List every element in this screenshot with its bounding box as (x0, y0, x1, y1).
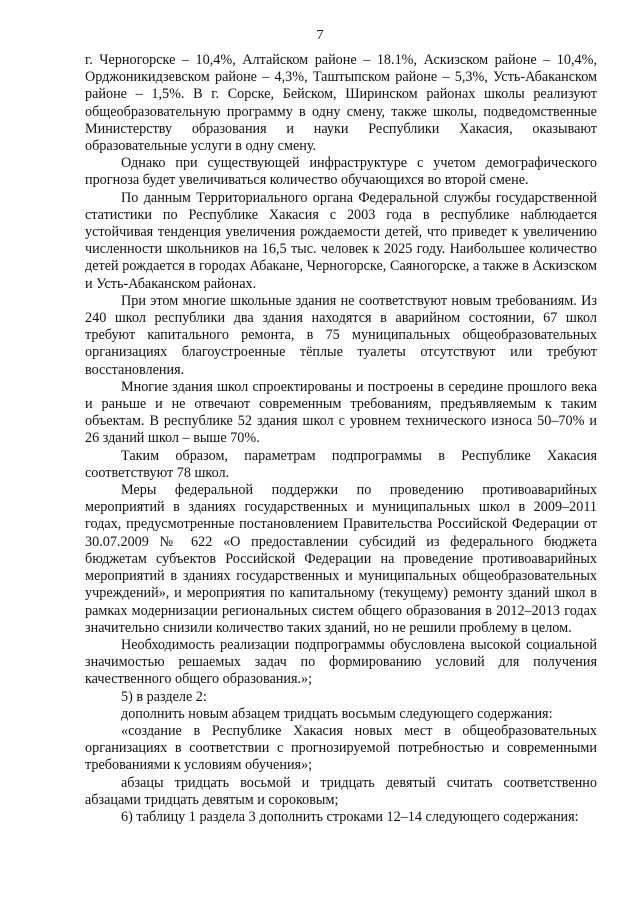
paragraph-item-6: 6) таблицу 1 раздела 3 дополнить строками 12–14 следующего содержания: (121, 808, 579, 825)
paragraph-necessity: Необходимость реализации подпрограммы обусловлена высокой социальной значимостью решаемых задач по формированию условий для получения качественного общего образования.»; (85, 636, 597, 688)
paragraph-federal-support: Меры федеральной поддержки по проведению противоаварийных мероприятий в зданиях государственных и муниципальных школ в 2009–2011 годах, предусмотренные постановлением Правительства Российской Федерации от 30.07.2009 № 622 «О предоставлении субсидий из федерального бюджета бюджетам субъектов Российской Федерации на проведение противоаварийных мероприятий в зданиях государственных и муниципальных общеобразовательных учреждений», и мероприятия по капитальному (текущему) ремонту зданий школ в рамках модернизации региональных систем общего образования в 2012–2013 годах значительно снизили количество таких зданий, но не решили проблему в целом. (85, 482, 597, 636)
document-body (85, 52, 597, 826)
page-number: 7 (316, 28, 324, 43)
paragraph-new-places-quote: «создание в Республике Хакасия новых мест в общеобразовательных организациях в соответствии с прогнозируемой потребностью и современными требованиями к условиям обучения»; (85, 722, 597, 774)
paragraph-building-wear: Многие здания школ спроектированы и построены в середине прошлого века и раньше и не отвечают современным требованиям, предъявляемым к таким объектам. В республике 52 здания школ с уровнем технического износа 50–70% и 26 зданий школ – выше 70%. (85, 378, 597, 447)
paragraph-subprogram-schools: Таким образом, параметрам подпрограммы в Республике Хакасия соответствуют 78 школ. (85, 447, 597, 481)
paragraph-school-shifts: г. Черногорске – 10,4%, Алтайском районе – 18.1%, Аскизском районе – 10,4%, Орджоникидзевском районе – 4,3%, Таштыпском районе – 5,3%, Усть-Абаканском районе – 1,5%. В г. Сорске, Бейском, Ширинском районах школы реализуют общеобразовательную программу в одну смену, также школы, подведомственные Министерству образования и науки Республики Хакасия, оказывают образовательные услуги в одну смену. (85, 52, 597, 155)
paragraph-school-buildings-condition: При этом многие школьные здания не соответствуют новым требованиям. Из 240 школ республики два здания находятся в аварийном состоянии, 67 школ требуют капитального ремонта, в 75 муниципальных общеобразовательных организациях благоустроенные тёплые туалеты отсутствуют или требуют восстановления. (85, 292, 597, 378)
paragraph-second-shift-forecast: Однако при существующей инфраструктуре с учетом демографического прогноза будет увеличиваться количество обучающихся во второй смене. (85, 155, 597, 189)
paragraph-item-5: 5) в разделе 2: (121, 688, 207, 705)
paragraph-add-38th: дополнить новым абзацем тридцать восьмым следующего содержания: (121, 705, 553, 722)
paragraph-renumbering: абзацы тридцать восьмой и тридцать девятый считать соответственно абзацами тридцать девятым и сороковым; (85, 774, 597, 808)
paragraph-birth-rate-statistics: По данным Территориального органа Федеральной службы государственной статистики по Республике Хакасия с 2003 года в республике наблюдается устойчивая тенденция увеличения рождаемости детей, что приведет к увеличению численности школьников на 16,5 тыс. человек к 2025 году. Наибольшее количество детей рождается в городах Абакане, Черногорске, Саяногорске, а также в Аскизском и Усть-Абаканском районах. (85, 189, 597, 292)
